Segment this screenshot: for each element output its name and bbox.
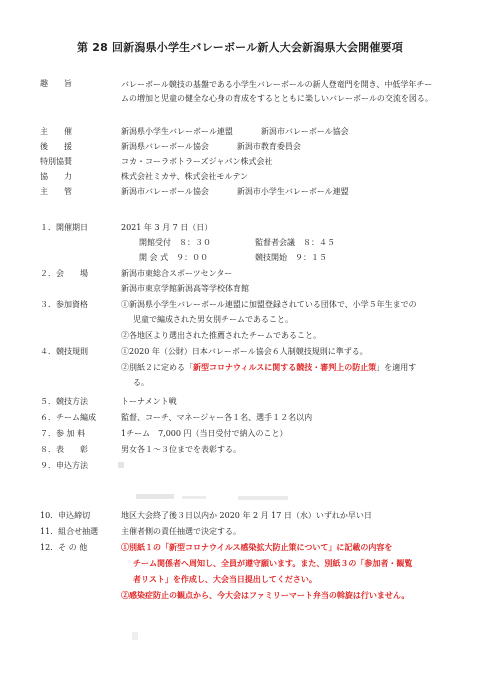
section-5-text: トーナメント戦 bbox=[121, 397, 177, 406]
organizer-value: 新潟市バレーボール協会 bbox=[121, 187, 209, 196]
section-1-date: 2021 年 3 月 7 日（日） bbox=[121, 223, 213, 232]
section-4-line-3: る。 bbox=[133, 378, 149, 387]
organizer-value: 株式会社ミカサ、株式会社モルテン bbox=[121, 172, 249, 181]
section-12-line-1: ①別紙１の「新型コロナウイルス感染拡大防止策について」に記載の内容を bbox=[121, 542, 393, 552]
section-5-label: ５．競技方法 bbox=[40, 397, 88, 406]
section-8-label: ８．表 彰 bbox=[40, 445, 88, 454]
section-6-label: ６．チーム編成 bbox=[40, 413, 96, 422]
organizer-label: 主 管 bbox=[40, 187, 72, 196]
document-title: 第 28 回新潟県小学生バレーボール新人大会新潟県大会開催要項 bbox=[77, 41, 403, 54]
section-1-opening: 開 会 式 ９：００ bbox=[139, 253, 209, 262]
section-12-line-4: ②感染症防止の観点から、今大会はファミリーマート弁当の斡旋は行いません。 bbox=[121, 590, 410, 600]
section-7-text: 1チーム 7,000 円（当日受付で納入のこと） bbox=[121, 429, 288, 438]
organizer-label: 協 力 bbox=[40, 172, 72, 181]
section-8-text: 男女各１～３位までを表彰する。 bbox=[121, 445, 241, 454]
section-12-label: 12．そ の 他 bbox=[40, 543, 88, 552]
section-10-label: 10．申込締切 bbox=[40, 511, 91, 520]
section-7-label: ７．参 加 料 bbox=[40, 429, 86, 438]
organizer-value: コカ・コーラボトラーズジャパン株式会社 bbox=[121, 157, 273, 166]
organizer-value: 新潟県小学生バレーボール連盟 bbox=[121, 127, 233, 136]
section-10-text: 地区大会終了後３日以内か 2020 年 2 月 17 日（水）いずれか早い日 bbox=[121, 511, 372, 520]
organizer-value: 新潟市小学生バレーボール連盟 bbox=[236, 187, 349, 196]
purpose-label: 趣 旨 bbox=[40, 79, 72, 88]
section-1-meeting: 監督者会議 ８：４５ bbox=[255, 238, 335, 247]
section-6-text: 監督、コーチ、マネージャー各１名、選手１２名以内 bbox=[121, 413, 313, 422]
section-11-label: 11．組合せ抽選 bbox=[40, 527, 99, 536]
section-4-line-1: ①2020 年（公財）日本バレーボール協会６人制競技規則に準ずる。 bbox=[121, 347, 368, 356]
section-2-venue-1: 新潟市東総合スポーツセンター bbox=[121, 269, 233, 278]
section-2-label: ２．会 場 bbox=[40, 269, 88, 278]
section-11-text: 主催者側の責任抽選で決定する。 bbox=[121, 527, 241, 536]
redacted-area bbox=[118, 458, 418, 508]
section-9-label: ９．申込方法 bbox=[40, 461, 88, 470]
faint-mark bbox=[130, 630, 150, 650]
organizer-label: 特別協賛 bbox=[40, 157, 72, 166]
organizer-label: 主 催 bbox=[40, 127, 72, 136]
section-12-line-2: チーム関係者へ周知し、全員が遵守願います。また、別紙３の「参加者・観覧 bbox=[133, 558, 413, 568]
section-4-label: ４．競技規則 bbox=[40, 347, 88, 356]
section-12-line-3: 者リスト」を作成し、大会当日提出してください。 bbox=[133, 574, 317, 584]
section-1-start: 競技開始 ９：１５ bbox=[255, 253, 327, 262]
covid-rule-highlight: 新型コロナウィルスに関する競技・審判上の防止策 bbox=[193, 362, 377, 372]
section-3-label: ３．参加資格 bbox=[40, 300, 88, 309]
organizer-value: 新潟市バレーボール協会 bbox=[260, 127, 349, 136]
section-1-label: １．開催期日 bbox=[40, 223, 88, 232]
section-3-line-3: ②各地区より選出された推薦されたチームであること。 bbox=[121, 331, 321, 340]
organizer-value: 新潟県バレーボール協会 bbox=[121, 142, 209, 151]
section-3-line-1: ①新潟県小学生バレーボール連盟に加盟登録されている団体で、小学５年生までの bbox=[121, 300, 417, 309]
purpose-text: バレーボール競技の基盤である小学生バレーボールの新人登竜門を開き、中低学年チームの増加と児童の健全な心身の育成をするとともに楽しいバレーボールの交流を図る。 bbox=[121, 80, 433, 103]
section-1-reception: 開館受付 ８：３０ bbox=[139, 238, 211, 247]
section-4-line-2: ②別紙２に定める「新型コロナウィルスに関する競技・審判上の防止策」を適用す bbox=[121, 362, 417, 372]
section-3-line-2: 児童で編成された男女別チームであること。 bbox=[133, 315, 293, 324]
organizer-label: 後 援 bbox=[40, 142, 72, 151]
section-2-venue-2: 新潟市東京学館新潟高等学校体育館 bbox=[121, 284, 249, 293]
organizer-value: 新潟市教育委員会 bbox=[236, 142, 301, 151]
